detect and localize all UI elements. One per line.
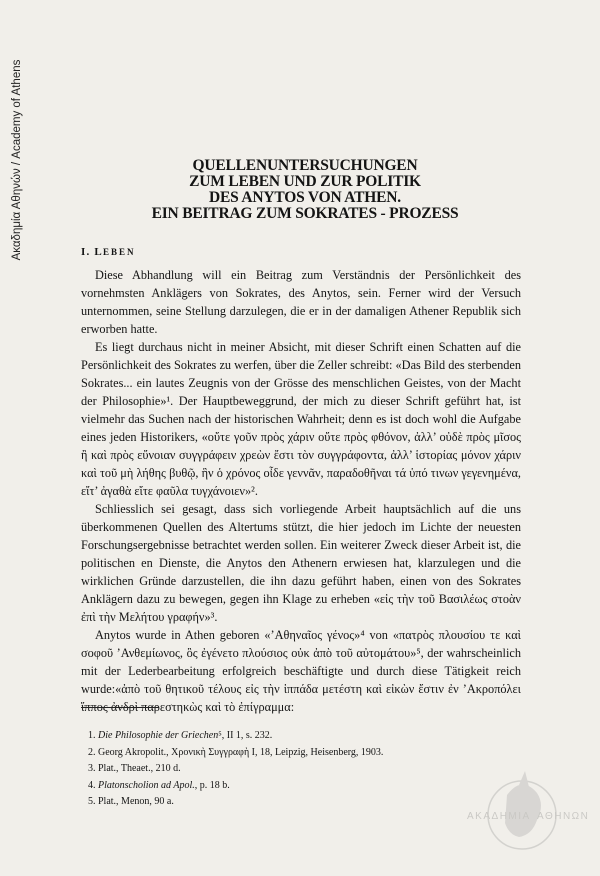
footnotes xyxy=(88,728,383,811)
footnote: 2. Georg Akropolit., Χρονικὴ Συγγραφὴ I, 18, Leipzig, Heisenberg, 1903. xyxy=(88,746,384,758)
section-number: I. xyxy=(81,246,91,258)
section-heading xyxy=(81,246,135,258)
section-rest: EBEN xyxy=(102,247,136,257)
article-title xyxy=(80,158,530,222)
side-watermark-text: Ακαδημία Αθηνών / Academy of Athens xyxy=(11,59,23,261)
academy-watermark xyxy=(437,765,597,875)
footnote: 4. Platonscholion ad Apol., p. 18 b. xyxy=(88,779,230,791)
footnote-divider xyxy=(81,707,159,708)
paragraph-1: Diese Abhandlung will ein Beitrag zum Verständnis der Persönlichkeit des vornehmsten Anklägers von Sokrates, des Anytos, sein. Ferner wird der Versuch unternommen, seine Stellung darzulegen, die er in der damaligen Athener Republik sich erworben hatte. xyxy=(81,268,521,336)
paragraph-2: Es liegt durchaus nicht in meiner Absicht, mit dieser Schrift einen Schatten auf die Persönlichkeit des Sokrates zu werfen, über die Zeller schreibt: «Das Bild des sterbenden Sokrates... ein lautes Zeugnis von der Grösse des menschlichen Geistes, von der Macht der Philosophie»¹. Der Hauptbeweggrund, der mich zu dieser Schrift geführt hat, ist vielmehr das Suchen nach der historischen Wahrheit; denn es ist doch wohl die Aufgabe eines jeden Historikers, «οὔτε γοῦν πρὸς χάριν οὔτε πρὸς φθόνον, ἀλλ’ οὐδὲ πρὸς μῖσος ἢ καὶ πρὸς εὔνοιαν συγγράφειν χρεὼν ἔστι τὸν συγγράφοντα, ἀλλ’ ἱστορίας μόνον χάριν καὶ τοῦ μὴ λήθης βυθῷ, ἣν ὁ χρόνος οἶδε γεννᾶν, παραδοθῆναι τά ὑπό τινων γεγενημένα, εἴτ’ ἀγαθὰ εἴτε φαῦλα τυγχάνοιεν»². xyxy=(81,340,521,498)
title-line-2: ZUM LEBEN UND ZUR POLITIK xyxy=(189,173,421,190)
footnote: 1. Die Philosophie der Griechen⁵, II 1, s. 232. xyxy=(88,730,273,741)
body-text xyxy=(81,266,521,716)
section-cap: L xyxy=(94,246,103,258)
paragraph-4: Anytos wurde in Athen geboren «’Αθηναῖος γένος»⁴ von «πατρὸς πλουσίου τε καὶ σοφοῦ ’Ανθεμίωνος, ὃς ἐγένετο πλούσιος οὐκ ἀπὸ τοῦ αὐτομάτου»⁵, der wahrscheinlich mit der Lederbearbeitung erfolgreich beschäftigte und durch diese Tätigkeit reich wurde:«ἀπὸ τοῦ θητικοῦ τέλους εἰς τὴν ἱππάδα μετέστη καὶ εἰκὼν ἔστιν ἐν ’Ακροπόλει ἵππος ἀνδρὶ παρεστηκὼς καὶ τὸ ἐπίγραμμα: xyxy=(81,628,521,714)
footnote: 5. Plat., Menon, 90 a. xyxy=(88,796,174,807)
watermark-left: ΑΚΑΔΗΜΙΑ xyxy=(467,811,531,822)
title-line-3: DES ANYTOS VON ATHEN. xyxy=(209,189,401,206)
side-watermark xyxy=(2,40,32,280)
title-line-4: EIN BEITRAG ZUM SOKRATES - PROZESS xyxy=(151,205,459,222)
paragraph-3: Schliesslich sei gesagt, dass sich vorliegende Arbeit hauptsächlich auf die uns überkommenen Quellen des Altertums stützt, die hier jedoch im Lichte der neuesten Forschungsergebnisse betrachtet werden sollen. Ein weiterer Zweck dieser Arbeit ist, die politischen en Dienste, die Anytos den Athenern erwiesen hat, klarzulegen und die wirklichen Gründe darzustellen, die ihn dazu geführt haben, einen von des Sokrates Anklägern dazu zu bewegen, gegen ihn Klage zu erheben «εἰς τὴν τοῦ Βασιλέως στοὰν ἐπὶ τὴν Μελήτου γραφήν»³. xyxy=(81,502,521,624)
watermark-right: ΑΘΗΝΩΝ xyxy=(537,811,590,822)
title-line-1: QUELLENUNTERSUCHUNGEN xyxy=(192,157,418,174)
footnote: 3. Plat., Theaet., 210 d. xyxy=(88,763,181,774)
